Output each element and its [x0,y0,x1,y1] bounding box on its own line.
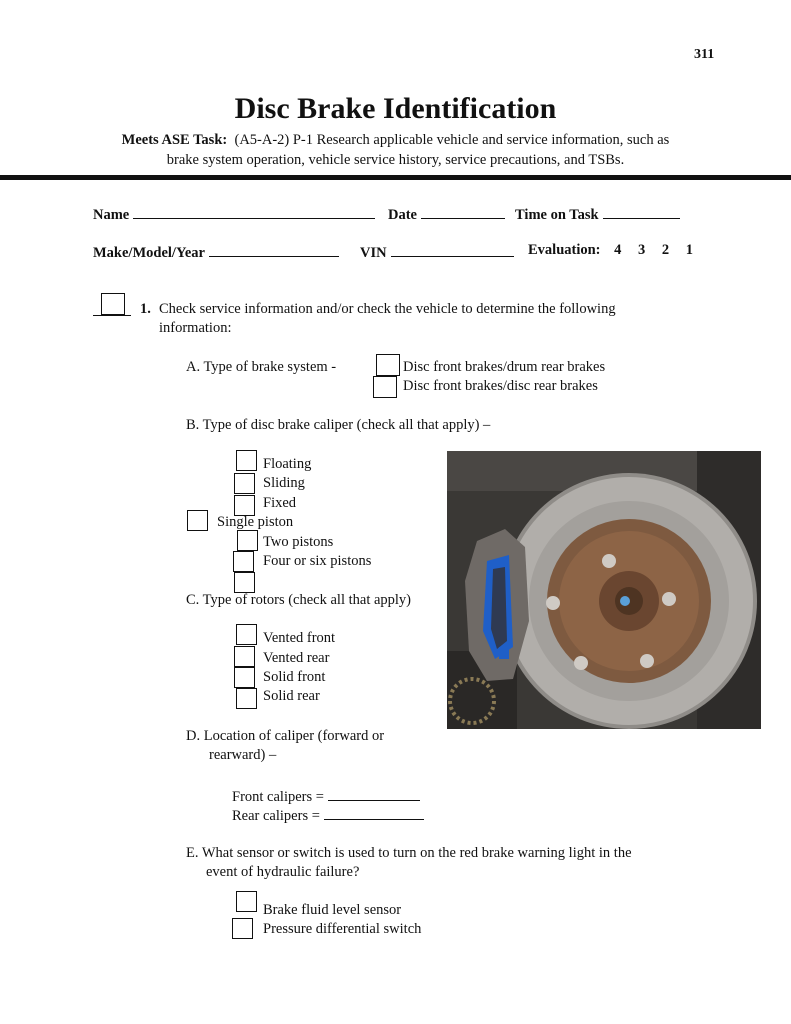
evaluation-score-4[interactable]: 4 [614,242,622,258]
evaluation-field [528,242,693,259]
rear-calipers-label: Rear calipers = [232,808,320,824]
two-pistons-label: Two pistons [263,534,334,550]
vin-label: VIN [360,245,387,261]
rear-calipers-field[interactable] [232,805,424,825]
fixed-label: Fixed [263,495,297,511]
make-model-year-field[interactable] [93,242,339,262]
vented-rear-label: Vented rear [263,650,330,666]
rear-calipers-blank[interactable] [324,805,424,820]
vented-front-checkbox[interactable] [236,624,257,645]
evaluation-score-2[interactable]: 2 [661,242,670,258]
time-on-task-blank[interactable] [603,204,680,219]
step1-checkbox-line [93,315,131,316]
vented-front-label: Vented front [263,630,336,646]
disc-disc-checkbox[interactable] [373,376,397,398]
name-blank[interactable] [133,204,375,219]
section-d-line2: rearward) – [209,747,277,763]
make-model-year-label: Make/Model/Year [93,245,205,261]
disc-disc-label: Disc front brakes/disc rear brakes [403,378,598,394]
page-title: Disc Brake Identification [234,92,557,125]
date-label: Date [388,207,417,223]
sliding-label: Sliding [263,475,305,491]
solid-front-checkbox[interactable] [234,667,255,688]
section-d-line1: D. Location of caliper (forward or [186,728,385,744]
disc-drum-checkbox[interactable] [376,354,400,376]
pressure-differential-label: Pressure differential switch [263,921,422,937]
vin-field[interactable] [360,242,514,262]
name-label: Name [93,207,130,223]
extra-checkbox[interactable] [234,572,255,593]
step1-number: 1. [140,301,151,317]
disc-drum-label: Disc front brakes/drum rear brakes [403,359,606,375]
date-blank[interactable] [421,204,505,219]
floating-label: Floating [263,456,312,472]
time-on-task-field[interactable] [515,204,680,224]
solid-rear-checkbox[interactable] [236,688,257,709]
solid-front-label: Solid front [263,669,326,685]
evaluation-label: Evaluation: [528,242,601,258]
pressure-differential-checkbox[interactable] [232,918,253,939]
four-six-pistons-label: Four or six pistons [263,553,372,569]
brake-fluid-level-checkbox[interactable] [236,891,257,912]
front-calipers-field[interactable] [232,786,420,806]
time-on-task-label: Time on Task [515,207,599,223]
header-divider [0,175,791,180]
ase-task [0,130,791,170]
vin-blank[interactable] [391,242,514,257]
ase-task-line2: brake system operation, vehicle service history, service precautions, and TSBs. [166,152,625,168]
disc-brake-photo [447,451,761,729]
make-model-year-blank[interactable] [209,242,339,257]
front-calipers-label: Front calipers = [232,789,324,805]
brake-fluid-level-label: Brake fluid level sensor [263,902,402,918]
evaluation-score-1[interactable]: 1 [685,242,694,258]
front-calipers-blank[interactable] [328,786,420,801]
single-piston-label: Single piston [217,514,294,530]
page-number: 311 [694,47,715,62]
sliding-checkbox[interactable] [234,473,255,494]
two-pistons-checkbox[interactable] [237,530,258,551]
vented-rear-checkbox[interactable] [234,646,255,667]
fixed-checkbox[interactable] [234,495,255,516]
ase-task-label: Meets ASE Task: [121,132,228,148]
step1-checkbox[interactable] [101,293,125,315]
section-b-label: B. Type of disc brake caliper (check all that apply) – [186,417,491,433]
name-field[interactable] [93,204,375,224]
date-field[interactable] [388,204,505,224]
step1-text-line2: information: [159,320,232,336]
floating-checkbox[interactable] [236,450,257,471]
step1-text-line1: Check service information and/or check the vehicle to determine the following [159,301,616,317]
solid-rear-label: Solid rear [263,688,320,704]
section-c-label: C. Type of rotors (check all that apply) [186,592,412,608]
evaluation-score-3[interactable]: 3 [638,242,646,258]
four-six-pistons-checkbox[interactable] [233,551,254,572]
ase-task-line1: (A5-A-2) P-1 Research applicable vehicle and service information, such as [234,132,670,148]
section-e-line2: event of hydraulic failure? [206,864,360,880]
section-e-line1: E. What sensor or switch is used to turn on the red brake warning light in the [186,845,632,861]
single-piston-checkbox[interactable] [187,510,208,531]
section-a-label: A. Type of brake system - [186,359,337,375]
